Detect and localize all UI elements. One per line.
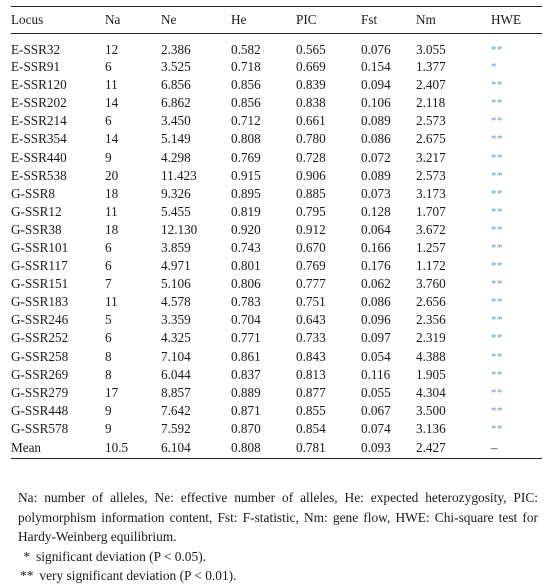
table-bottom-rule (11, 458, 542, 459)
locus-cell: G-SSR151 (11, 276, 69, 292)
hwe-cell: ** (491, 314, 503, 327)
pic-cell: 0.843 (296, 348, 326, 364)
pic-cell: 0.854 (296, 420, 326, 436)
he-cell: 0.582 (231, 42, 261, 57)
nm-cell: 3.055 (416, 42, 446, 57)
he-cell: 0.889 (231, 384, 261, 400)
locus-cell: E-SSR91 (11, 59, 61, 75)
na-cell: 7 (105, 276, 112, 292)
ne-cell: 3.450 (161, 113, 191, 129)
pic-cell: 0.838 (296, 95, 326, 111)
fst-cell: 0.086 (361, 294, 391, 310)
hwe-cell: ** (491, 296, 503, 309)
header-hwe: HWE (491, 12, 522, 27)
locus-cell: E-SSR120 (11, 77, 67, 93)
pic-cell: 0.839 (296, 77, 326, 93)
hwe-cell: ** (491, 44, 503, 56)
locus-cell: G-SSR183 (11, 294, 69, 310)
mean-nm-cell: 2.427 (416, 439, 446, 455)
nm-cell: 2.319 (416, 330, 446, 346)
nm-cell: 4.304 (416, 384, 446, 400)
nm-cell: 3.217 (416, 149, 446, 165)
na-cell: 9 (105, 420, 112, 436)
na-cell: 6 (105, 59, 112, 75)
fst-cell: 0.176 (361, 258, 391, 274)
na-cell: 5 (105, 312, 112, 328)
pic-cell: 0.670 (296, 239, 326, 255)
locus-cell: G-SSR279 (11, 384, 69, 400)
pic-cell: 0.733 (296, 330, 326, 346)
locus-cell: G-SSR252 (11, 330, 69, 346)
pic-cell: 0.777 (296, 276, 326, 292)
table-row (11, 221, 542, 239)
header-locus: Locus (11, 12, 44, 27)
ne-cell: 6.856 (161, 77, 191, 93)
table-row (11, 130, 542, 148)
table-row (11, 76, 542, 94)
pic-cell: 0.795 (296, 203, 326, 219)
mean-pic-cell: 0.781 (296, 439, 326, 455)
locus-cell: G-SSR101 (11, 239, 69, 255)
nm-cell: 2.407 (416, 77, 446, 93)
locus-cell: E-SSR202 (11, 95, 67, 111)
he-cell: 0.856 (231, 77, 261, 93)
locus-statistics-table-container (11, 6, 542, 459)
he-cell: 0.895 (231, 185, 261, 201)
ne-cell: 9.326 (161, 185, 191, 201)
fst-cell: 0.074 (361, 420, 391, 436)
nm-cell: 3.672 (416, 221, 446, 237)
locus-cell: E-SSR32 (11, 42, 61, 57)
table-row (11, 58, 542, 76)
locus-cell: G-SSR448 (11, 402, 69, 418)
nm-cell: 2.675 (416, 131, 446, 147)
fst-cell: 0.106 (361, 95, 391, 111)
ne-cell: 4.325 (161, 330, 191, 346)
fst-cell: 0.072 (361, 149, 391, 165)
hwe-cell: ** (491, 169, 503, 182)
pic-cell: 0.769 (296, 258, 326, 274)
table-row (11, 94, 542, 112)
pic-cell: 0.780 (296, 131, 326, 147)
hwe-cell: ** (491, 368, 503, 381)
table-row (11, 257, 542, 275)
ne-cell: 3.359 (161, 312, 191, 328)
na-cell: 14 (105, 131, 119, 147)
na-cell: 8 (105, 366, 112, 382)
hwe-cell: ** (491, 260, 503, 273)
mean-hwe-cell: – (491, 439, 498, 455)
na-cell: 11 (105, 294, 118, 310)
fst-cell: 0.062 (361, 276, 391, 292)
header-nm: Nm (416, 12, 436, 27)
he-cell: 0.870 (231, 420, 261, 436)
table-row (11, 185, 542, 203)
fst-cell: 0.096 (361, 312, 391, 328)
ne-cell: 8.857 (161, 384, 191, 400)
header-pic: PIC (296, 12, 317, 27)
he-cell: 0.769 (231, 149, 261, 165)
he-cell: 0.808 (231, 131, 261, 147)
locus-cell: G-SSR269 (11, 366, 69, 382)
locus-statistics-table (11, 7, 542, 458)
ne-cell: 2.386 (161, 42, 191, 57)
pic-cell: 0.643 (296, 312, 326, 328)
fst-cell: 0.054 (361, 348, 391, 364)
hwe-cell: ** (491, 133, 503, 146)
hwe-cell: ** (491, 350, 503, 363)
na-cell: 11 (105, 77, 118, 93)
table-row (11, 311, 542, 329)
pic-cell: 0.669 (296, 59, 326, 75)
table-row (11, 239, 542, 257)
fst-cell: 0.067 (361, 402, 391, 418)
hwe-cell: ** (491, 386, 503, 399)
ne-cell: 7.592 (161, 420, 191, 436)
pic-cell: 0.813 (296, 366, 326, 382)
ne-cell: 3.859 (161, 239, 191, 255)
ne-cell: 4.971 (161, 258, 191, 274)
ne-cell: 4.578 (161, 294, 191, 310)
ne-cell: 5.106 (161, 276, 191, 292)
nm-cell: 2.356 (416, 312, 446, 328)
single-star-symbol: * (23, 548, 31, 564)
fst-cell: 0.116 (361, 366, 391, 382)
he-cell: 0.837 (231, 366, 261, 382)
pic-cell: 0.877 (296, 384, 326, 400)
table-row (11, 420, 542, 438)
he-cell: 0.783 (231, 294, 261, 310)
na-cell: 12 (105, 42, 119, 57)
header-row (11, 7, 542, 33)
pic-cell: 0.855 (296, 402, 326, 418)
mean-locus-cell: Mean (11, 439, 42, 455)
na-cell: 18 (105, 185, 119, 201)
nm-cell: 3.173 (416, 185, 446, 201)
locus-cell: G-SSR258 (11, 348, 69, 364)
fst-cell: 0.076 (361, 42, 391, 57)
na-cell: 6 (105, 258, 112, 274)
na-cell: 6 (105, 330, 112, 346)
ne-cell: 6.044 (161, 366, 191, 382)
he-cell: 0.771 (231, 330, 261, 346)
na-cell: 6 (105, 113, 112, 129)
he-cell: 0.801 (231, 258, 261, 274)
hwe-cell: ** (491, 205, 503, 218)
fst-cell: 0.166 (361, 239, 391, 255)
fst-cell: 0.089 (361, 113, 391, 129)
hwe-cell: ** (491, 115, 503, 128)
abbreviations-note: Na: number of alleles, Ne: effective number of alleles, He: expected heterozygosity, PIC: polymorphism information content, Fst: F-statistic, Nm: gene flow, HWE: Chi-square test for Hardy-Weinberg equilibrium. (18, 490, 538, 544)
fst-cell: 0.128 (361, 203, 391, 219)
ne-cell: 12.130 (161, 221, 198, 237)
mean-row (11, 438, 542, 458)
fst-cell: 0.055 (361, 384, 391, 400)
table-row (11, 384, 542, 402)
he-cell: 0.915 (231, 167, 261, 183)
locus-cell: E-SSR440 (11, 149, 67, 165)
he-cell: 0.712 (231, 113, 261, 129)
header-ne: Ne (161, 12, 177, 27)
pic-cell: 0.661 (296, 113, 326, 129)
nm-cell: 2.118 (416, 95, 446, 111)
table-row (11, 275, 542, 293)
nm-cell: 3.760 (416, 276, 446, 292)
hwe-cell: ** (491, 97, 503, 110)
fst-cell: 0.154 (361, 59, 391, 75)
locus-cell: G-SSR12 (11, 203, 62, 219)
hwe-cell: ** (491, 187, 503, 200)
mean-fst-cell: 0.093 (361, 439, 391, 455)
locus-cell: G-SSR38 (11, 221, 62, 237)
fst-cell: 0.089 (361, 167, 391, 183)
nm-cell: 1.172 (416, 258, 446, 274)
na-cell: 14 (105, 95, 119, 111)
hwe-cell: ** (491, 223, 503, 236)
table-row (11, 348, 542, 366)
pic-cell: 0.906 (296, 167, 326, 183)
pic-cell: 0.565 (296, 42, 326, 57)
ne-cell: 11.423 (161, 167, 197, 183)
nm-cell: 1.905 (416, 366, 446, 382)
hwe-cell: ** (491, 404, 503, 417)
he-cell: 0.920 (231, 221, 261, 237)
nm-cell: 1.377 (416, 59, 446, 75)
ne-cell: 3.525 (161, 59, 191, 75)
fst-cell: 0.097 (361, 330, 391, 346)
table-header (11, 7, 542, 34)
he-cell: 0.871 (231, 402, 261, 418)
na-cell: 6 (105, 239, 112, 255)
nm-cell: 2.656 (416, 294, 446, 310)
fst-cell: 0.073 (361, 185, 391, 201)
double-star-symbol: ** (20, 568, 34, 583)
he-cell: 0.819 (231, 203, 261, 219)
table-body (11, 34, 542, 458)
single-star-text: significant deviation (P < 0.05). (36, 548, 207, 564)
ne-cell: 5.455 (161, 203, 191, 219)
fst-cell: 0.086 (361, 131, 391, 147)
he-cell: 0.856 (231, 95, 261, 111)
mean-he-cell: 0.808 (231, 439, 261, 455)
he-cell: 0.704 (231, 312, 261, 328)
hwe-cell: ** (491, 241, 503, 254)
na-cell: 20 (105, 167, 119, 183)
locus-cell: G-SSR578 (11, 420, 69, 436)
pic-cell: 0.751 (296, 294, 326, 310)
nm-cell: 3.500 (416, 402, 446, 418)
fst-cell: 0.094 (361, 77, 391, 93)
locus-cell: E-SSR354 (11, 131, 67, 147)
locus-cell: G-SSR246 (11, 312, 69, 328)
nm-cell: 4.388 (416, 348, 446, 364)
na-cell: 11 (105, 203, 118, 219)
locus-cell: G-SSR8 (11, 185, 55, 201)
hwe-cell: ** (491, 151, 503, 164)
header-na: Na (105, 12, 121, 27)
nm-cell: 2.573 (416, 113, 446, 129)
header-he: He (231, 12, 247, 27)
nm-cell: 1.707 (416, 203, 446, 219)
locus-cell: E-SSR214 (11, 113, 67, 129)
hwe-cell: ** (491, 422, 503, 435)
he-cell: 0.861 (231, 348, 261, 364)
he-cell: 0.743 (231, 239, 261, 255)
ne-cell: 6.862 (161, 95, 191, 111)
ne-cell: 7.642 (161, 402, 191, 418)
table-footnotes (18, 488, 538, 586)
he-cell: 0.806 (231, 276, 261, 292)
table-row (11, 34, 542, 58)
ne-cell: 4.298 (161, 149, 191, 165)
na-cell: 8 (105, 348, 112, 364)
na-cell: 17 (105, 384, 119, 400)
pic-cell: 0.728 (296, 149, 326, 165)
table-row (11, 167, 542, 185)
hwe-cell: ** (491, 278, 503, 291)
mean-na-cell: 10.5 (105, 439, 129, 455)
na-cell: 9 (105, 402, 112, 418)
table-row (11, 112, 542, 130)
table-row (11, 402, 542, 420)
table-row (11, 203, 542, 221)
locus-cell: E-SSR538 (11, 167, 67, 183)
pic-cell: 0.912 (296, 221, 326, 237)
table-row (11, 148, 542, 166)
header-fst: Fst (361, 12, 378, 27)
hwe-cell: ** (491, 332, 503, 345)
mean-ne-cell: 6.104 (161, 439, 191, 455)
ne-cell: 5.149 (161, 131, 191, 147)
hwe-cell: ** (491, 79, 503, 92)
na-cell: 9 (105, 149, 112, 165)
nm-cell: 2.573 (416, 167, 446, 183)
locus-cell: G-SSR117 (11, 258, 68, 274)
table-row (11, 293, 542, 311)
pic-cell: 0.885 (296, 185, 326, 201)
na-cell: 18 (105, 221, 119, 237)
ne-cell: 7.104 (161, 348, 191, 364)
fst-cell: 0.064 (361, 221, 391, 237)
single-star-note (18, 547, 538, 567)
double-star-text: very significant deviation (P < 0.01). (39, 568, 237, 583)
nm-cell: 1.257 (416, 239, 446, 255)
nm-cell: 3.136 (416, 420, 446, 436)
hwe-cell: * (491, 61, 497, 74)
table-row (11, 366, 542, 384)
he-cell: 0.718 (231, 59, 261, 75)
table-row (11, 329, 542, 347)
